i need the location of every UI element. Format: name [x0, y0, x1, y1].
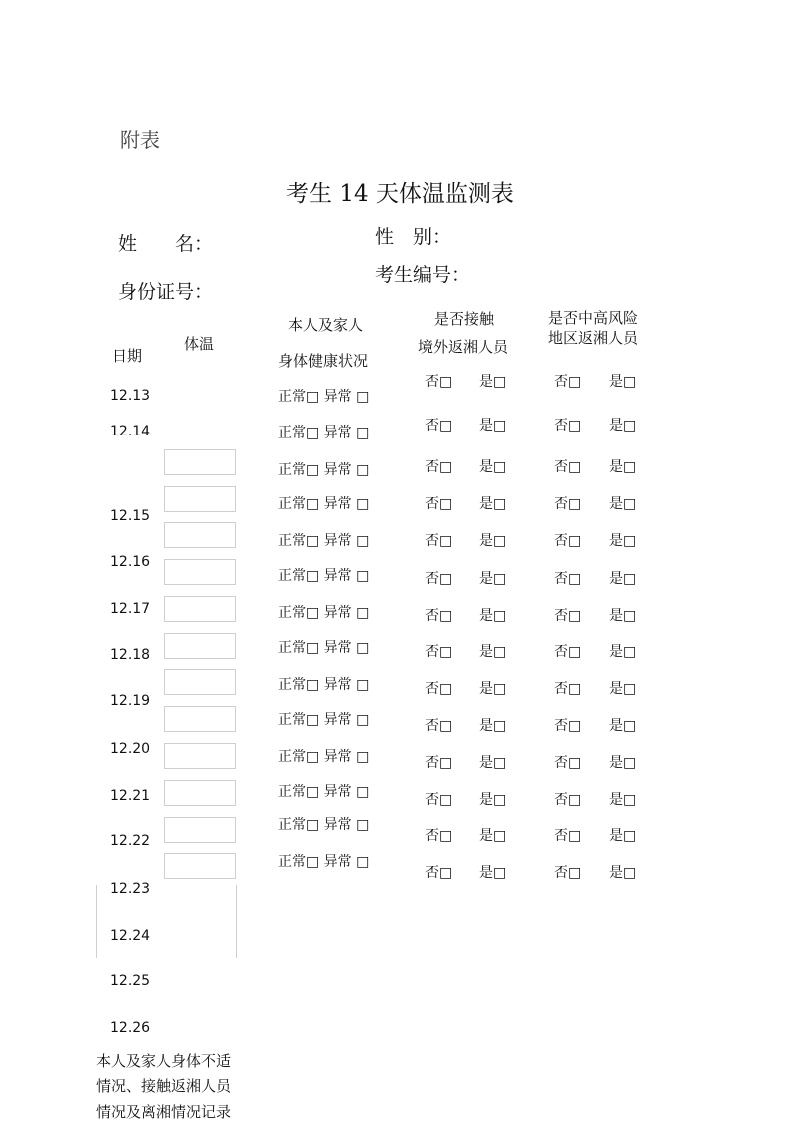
date-cell: 12.21: [110, 788, 151, 804]
risk-no-option[interactable]: 否□: [554, 496, 582, 512]
date-cell: 12.18: [110, 647, 151, 663]
health-status-options[interactable]: 正常□ 异常 □: [278, 640, 370, 656]
risk-yes-option[interactable]: 是□: [609, 865, 637, 881]
health-status-options[interactable]: 正常□ 异常 □: [278, 749, 370, 765]
abroad-yes-option[interactable]: 是□: [479, 533, 507, 549]
health-status-options[interactable]: 正常□ 异常 □: [278, 817, 370, 833]
date-cell: 12.20: [110, 741, 151, 757]
risk-no-option[interactable]: 否□: [554, 718, 582, 734]
health-status-options[interactable]: 正常□ 异常 □: [278, 854, 370, 870]
temperature-input[interactable]: [164, 780, 236, 806]
temperature-input[interactable]: [164, 486, 236, 512]
temperature-input[interactable]: [164, 853, 236, 879]
date-cell: 12.23: [110, 881, 151, 897]
abroad-yes-option[interactable]: 是□: [479, 571, 507, 587]
header-health-line1: 本人及家人: [288, 316, 364, 334]
date-cell: 12.14: [110, 424, 151, 435]
faint-rule: [236, 885, 237, 958]
abroad-no-option[interactable]: 否□: [425, 755, 453, 771]
health-status-options[interactable]: 正常□ 异常 □: [278, 389, 370, 405]
exam-number-field-label: 考生编号：: [375, 264, 471, 286]
risk-no-option[interactable]: 否□: [554, 533, 582, 549]
abroad-yes-option[interactable]: 是□: [479, 459, 507, 475]
header-risk-line2: 地区返湘人员: [548, 329, 639, 347]
risk-yes-option[interactable]: 是□: [609, 418, 637, 434]
abroad-no-option[interactable]: 否□: [425, 681, 453, 697]
date-cell: 12.13: [110, 388, 151, 404]
date-cell: 12.19: [110, 693, 151, 709]
risk-no-option[interactable]: 否□: [554, 828, 582, 844]
page-title: 考生 14 天体温监测表: [286, 181, 514, 207]
temperature-input[interactable]: [164, 559, 236, 585]
temperature-input[interactable]: [164, 706, 236, 732]
risk-yes-option[interactable]: 是□: [609, 755, 637, 771]
abroad-no-option[interactable]: 否□: [425, 374, 453, 390]
risk-yes-option[interactable]: 是□: [609, 608, 637, 624]
risk-no-option[interactable]: 否□: [554, 418, 582, 434]
risk-yes-option[interactable]: 是□: [609, 828, 637, 844]
health-status-options[interactable]: 正常□ 异常 □: [278, 533, 370, 549]
abroad-no-option[interactable]: 否□: [425, 496, 453, 512]
abroad-yes-option[interactable]: 是□: [479, 828, 507, 844]
date-cell: 12.24: [110, 928, 151, 944]
abroad-yes-option[interactable]: 是□: [479, 644, 507, 660]
health-status-options[interactable]: 正常□ 异常 □: [278, 568, 370, 584]
risk-yes-option[interactable]: 是□: [609, 459, 637, 475]
risk-no-option[interactable]: 否□: [554, 608, 582, 624]
abroad-no-option[interactable]: 否□: [425, 571, 453, 587]
health-status-options[interactable]: 正常□ 异常 □: [278, 712, 370, 728]
health-status-options[interactable]: 正常□ 异常 □: [278, 425, 370, 441]
header-health-line2: 身体健康状况: [278, 352, 369, 370]
health-status-options[interactable]: 正常□ 异常 □: [278, 462, 370, 478]
risk-yes-option[interactable]: 是□: [609, 718, 637, 734]
health-status-options[interactable]: 正常□ 异常 □: [278, 784, 370, 800]
risk-no-option[interactable]: 否□: [554, 571, 582, 587]
abroad-no-option[interactable]: 否□: [425, 828, 453, 844]
risk-no-option[interactable]: 否□: [554, 865, 582, 881]
id-number-field-label: 身份证号：: [118, 281, 214, 303]
abroad-yes-option[interactable]: 是□: [479, 418, 507, 434]
abroad-no-option[interactable]: 否□: [425, 792, 453, 808]
abroad-no-option[interactable]: 否□: [425, 718, 453, 734]
appendix-label: 附表: [120, 128, 160, 152]
footer-note-line3: 情况及离湘情况记录: [96, 1103, 232, 1121]
abroad-yes-option[interactable]: 是□: [479, 496, 507, 512]
risk-yes-option[interactable]: 是□: [609, 644, 637, 660]
abroad-no-option[interactable]: 否□: [425, 418, 453, 434]
date-cell: 12.25: [110, 973, 151, 989]
date-cell: 12.15: [110, 508, 151, 524]
risk-yes-option[interactable]: 是□: [609, 533, 637, 549]
date-cell: 12.17: [110, 601, 151, 617]
temperature-input[interactable]: [164, 669, 236, 695]
footer-note-line1: 本人及家人身体不适: [96, 1052, 232, 1070]
abroad-no-option[interactable]: 否□: [425, 533, 453, 549]
date-cell: 12.22: [110, 833, 151, 849]
header-temperature: 体温: [184, 335, 215, 353]
gender-field-label: 性 别：: [375, 226, 452, 248]
abroad-yes-option[interactable]: 是□: [479, 865, 507, 881]
risk-yes-option[interactable]: 是□: [609, 571, 637, 587]
temperature-input[interactable]: [164, 743, 236, 769]
temperature-input[interactable]: [164, 449, 236, 475]
abroad-no-option[interactable]: 否□: [425, 608, 453, 624]
header-abroad-line2: 境外返湘人员: [418, 338, 509, 356]
abroad-no-option[interactable]: 否□: [425, 644, 453, 660]
header-abroad-line1: 是否接触: [434, 310, 495, 328]
header-date: 日期: [112, 347, 143, 365]
abroad-yes-option[interactable]: 是□: [479, 792, 507, 808]
health-status-options[interactable]: 正常□ 异常 □: [278, 677, 370, 693]
faint-rule: [96, 885, 97, 958]
risk-no-option[interactable]: 否□: [554, 755, 582, 771]
temperature-input[interactable]: [164, 596, 236, 622]
risk-no-option[interactable]: 否□: [554, 374, 582, 390]
risk-no-option[interactable]: 否□: [554, 459, 582, 475]
risk-no-option[interactable]: 否□: [554, 792, 582, 808]
risk-yes-option[interactable]: 是□: [609, 681, 637, 697]
header-risk-line1: 是否中高风险: [548, 309, 639, 327]
temperature-input[interactable]: [164, 522, 236, 548]
name-field-label: 姓 名：: [118, 233, 214, 255]
abroad-yes-option[interactable]: 是□: [479, 681, 507, 697]
temperature-input[interactable]: [164, 633, 236, 659]
abroad-no-option[interactable]: 否□: [425, 459, 453, 475]
abroad-yes-option[interactable]: 是□: [479, 608, 507, 624]
risk-yes-option[interactable]: 是□: [609, 496, 637, 512]
risk-no-option[interactable]: 否□: [554, 644, 582, 660]
abroad-yes-option[interactable]: 是□: [479, 374, 507, 390]
risk-no-option[interactable]: 否□: [554, 681, 582, 697]
footer-note-line2: 情况、接触返湘人员: [96, 1077, 232, 1095]
risk-yes-option[interactable]: 是□: [609, 792, 637, 808]
date-cell: 12.16: [110, 554, 151, 570]
risk-yes-option[interactable]: 是□: [609, 374, 637, 390]
abroad-yes-option[interactable]: 是□: [479, 755, 507, 771]
date-cell: 12.26: [110, 1020, 151, 1036]
abroad-yes-option[interactable]: 是□: [479, 718, 507, 734]
temperature-input[interactable]: [164, 817, 236, 843]
health-status-options[interactable]: 正常□ 异常 □: [278, 496, 370, 512]
health-status-options[interactable]: 正常□ 异常 □: [278, 605, 370, 621]
abroad-no-option[interactable]: 否□: [425, 865, 453, 881]
